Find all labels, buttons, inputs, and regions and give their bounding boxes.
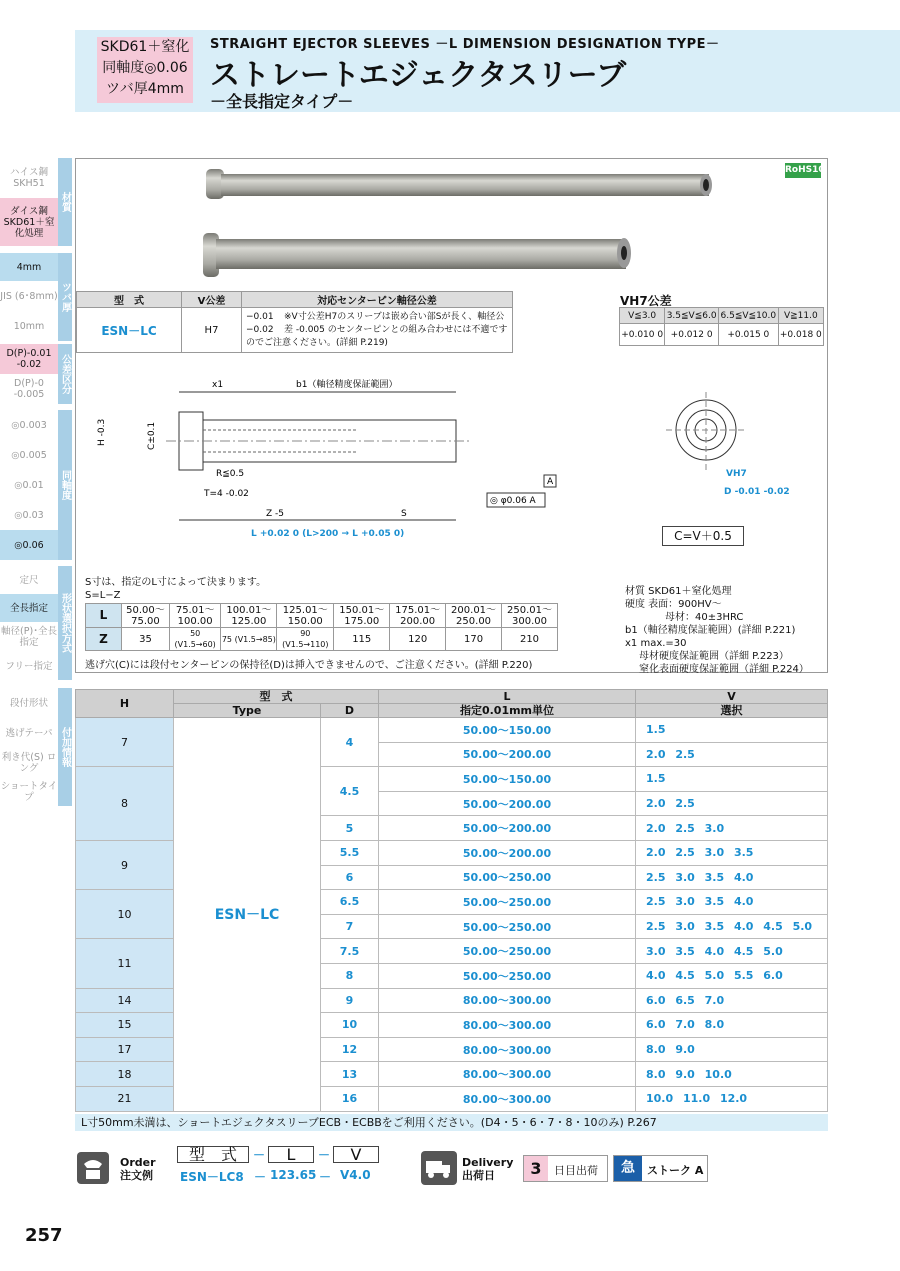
cell-v: 1.5 (636, 767, 828, 792)
cell-type: ESN－LC (174, 718, 321, 1112)
sidebar-item-stepped[interactable]: 段付形状 (9, 697, 48, 709)
cell-v: 2.0 2.5 3.0 (636, 816, 828, 841)
sidebar-item-dp-001[interactable]: D(P)-0.01 -0.02 (0, 344, 58, 374)
sidebar-item-4mm[interactable]: 4mm (0, 253, 58, 281)
cell-l: 50.00〜200.00 (379, 791, 636, 816)
s-table-l-label: L (86, 604, 122, 628)
vtol-v2: +0.015 0 (718, 324, 778, 346)
s-table-l-3: 125.01〜 150.00 (277, 604, 334, 628)
stroke-label: ストーク A (647, 1164, 704, 1177)
material-notes (625, 585, 809, 676)
order-value-v: V4.0 (340, 1168, 371, 1182)
dim-b1: b1（軸径精度保証範囲） (296, 380, 398, 390)
order-header-v: V (333, 1146, 379, 1163)
product-photo (76, 159, 827, 284)
order-value-l: 123.65 (270, 1168, 317, 1182)
dim-d: D -0.01 -0.02 (724, 487, 790, 497)
sidebar-tab-flange: ツバ厚 (58, 253, 72, 341)
order-header-l: L (268, 1146, 314, 1163)
dim-t: T=4 -0.02 (204, 489, 249, 499)
cell-v: 6.0 6.5 7.0 (636, 988, 828, 1013)
cell-l: 50.00〜250.00 (379, 890, 636, 915)
cell-l: 80.00〜300.00 (379, 1062, 636, 1087)
cell-l: 50.00〜250.00 (379, 865, 636, 890)
cell-d: 4 (321, 718, 379, 767)
dim-z: Z -5 (266, 509, 284, 519)
cell-d: 5 (321, 816, 379, 841)
spec-vtol: H7 (182, 308, 242, 353)
s-table-z-0: 35 (122, 628, 170, 651)
sidebar-tab-tolerance: 公差区分 (58, 344, 72, 404)
cell-d: 9 (321, 988, 379, 1013)
mat-note-1: 硬度 表面：900HV〜 (625, 599, 722, 610)
cell-d: 6 (321, 865, 379, 890)
cell-h: 9 (76, 840, 174, 889)
mat-note-0: 材質 SKD61＋窒化処理 (625, 586, 732, 597)
sleeve-illustration (76, 159, 827, 284)
order-header-type: 型 式 (177, 1146, 249, 1163)
vtol-table (619, 307, 824, 346)
page-title: ストレートエジェクタスリーブ (210, 58, 627, 93)
cell-h: 8 (76, 767, 174, 841)
cell-l: 50.00〜150.00 (379, 718, 636, 743)
page-number: 257 (25, 1225, 63, 1246)
col-v: V (636, 690, 828, 704)
cell-v: 3.0 3.5 4.0 4.5 5.0 (636, 939, 828, 964)
delivery-label-jp: 出荷日 (462, 1169, 495, 1182)
s-table (85, 603, 558, 651)
cell-v: 6.0 7.0 8.0 (636, 1013, 828, 1038)
order-dash-2: － (318, 1148, 331, 1162)
cell-v: 8.0 9.0 10.0 (636, 1062, 828, 1087)
sidebar-item-coax-001[interactable]: ◎0.01 (14, 479, 44, 491)
sidebar-item-coax-003[interactable]: ◎0.03 (14, 509, 44, 521)
sidebar-item-10mm[interactable]: 10mm (13, 320, 45, 332)
vtol-title: VH7公差 (620, 294, 672, 308)
cell-h: 10 (76, 890, 174, 939)
cell-v: 10.0 11.0 12.0 (636, 1086, 828, 1111)
s-table-z-5: 120 (390, 628, 446, 651)
cell-v: 1.5 (636, 718, 828, 743)
vtol-h1: 3.5≦V≦6.0 (665, 308, 719, 324)
spec-header-type: 型 式 (77, 292, 182, 308)
vtol-v3: +0.018 0 (778, 324, 823, 346)
dim-r: R≦0.5 (216, 469, 245, 479)
cell-v: 2.5 3.0 3.5 4.0 (636, 890, 828, 915)
cell-v: 2.0 2.5 (636, 742, 828, 767)
phone-icon (75, 1150, 111, 1186)
s-table-l-6: 200.01〜 250.00 (446, 604, 502, 628)
col-h: H (76, 690, 174, 718)
delivery-label-en: Delivery (462, 1156, 514, 1169)
sidebar-item-coax-0005[interactable]: ◎0.005 (11, 449, 47, 461)
order-label-jp: 注文例 (120, 1169, 153, 1182)
s-table-l-5: 175.01〜 200.00 (390, 604, 446, 628)
sidebar-item-long[interactable]: 利き代(S) ロング (1, 752, 57, 774)
s-table-l-4: 150.01〜 175.00 (334, 604, 390, 628)
spec-header-vtol: V公差 (182, 292, 242, 308)
s-table-l-2: 100.01〜 125.00 (221, 604, 277, 628)
dim-c: C±0.1 (147, 421, 157, 450)
col-d: D (321, 704, 379, 718)
cell-d: 4.5 (321, 767, 379, 816)
dim-h: H -0.3 (97, 418, 107, 446)
order-label-en: Order (120, 1156, 156, 1169)
cell-l: 80.00〜300.00 (379, 1013, 636, 1038)
mat-note-5: 母材硬度保証範囲（詳細 P.223） (639, 651, 789, 662)
cell-h: 15 (76, 1013, 174, 1038)
cell-d: 13 (321, 1062, 379, 1087)
spec-note-cell (242, 308, 513, 353)
badge-line-3: ツバ厚4mm (106, 81, 184, 97)
sidebar-tab-material: 材質 (58, 158, 72, 246)
vtol-h3: V≧11.0 (778, 308, 823, 324)
cell-d: 12 (321, 1037, 379, 1062)
cell-d: 8 (321, 963, 379, 988)
order-dash-1: － (253, 1148, 266, 1162)
sidebar-item-full-length[interactable]: 全長指定 (0, 594, 58, 622)
sidebar-tab-shape: 形状選択方式 (58, 566, 72, 680)
dim-s: S (401, 509, 407, 519)
c-equation: C=V＋0.5 (662, 526, 744, 546)
order-dash-3: － (254, 1170, 267, 1184)
s-table-z-1: 50 (V1.5→60) (169, 628, 221, 651)
cell-h: 14 (76, 988, 174, 1013)
s-note-line-2: S=L−Z (85, 590, 121, 601)
sidebar-item-dp-0005[interactable]: D(P)-0 -0.005 (13, 378, 45, 400)
sidebar-item-pin-length[interactable]: 軸径(P)･全長指定 (1, 626, 57, 648)
s-table-z-3: 90 (V1.5→110) (277, 628, 334, 651)
cell-d: 7 (321, 914, 379, 939)
cell-l: 50.00〜200.00 (379, 840, 636, 865)
sidebar-item-coax-0003[interactable]: ◎0.003 (11, 419, 47, 431)
spec-note: ※V寸公差H7のスリーブは嵌め合い部Sが長く、軸径公差 -0.005 のセンターピンとの組み合わせには不適ですのでご注意ください。(詳細 P.219) (246, 311, 508, 348)
stroke-box (613, 1155, 708, 1182)
table-row (76, 718, 828, 743)
express-icon: 急 (614, 1156, 642, 1181)
cell-h: 11 (76, 939, 174, 988)
mat-note-6: 窒化表面硬度保証範囲（詳細 P.224） (639, 664, 809, 675)
sidebar-item-short[interactable]: ショートタイプ (0, 781, 58, 803)
cell-d: 6.5 (321, 890, 379, 915)
sidebar-tab-coaxiality: 同軸度 (58, 410, 72, 560)
cell-h: 7 (76, 718, 174, 767)
cell-h: 18 (76, 1062, 174, 1087)
s-table-z-2: 75 (V1.5→85) (221, 628, 277, 651)
sidebar-item-skd61[interactable]: ダイス鋼 SKD61＋窒化処理 (0, 198, 58, 246)
dim-a: A (547, 477, 554, 487)
col-v-sub: 選択 (636, 704, 828, 718)
delivery-days: 3 (524, 1156, 548, 1181)
rohs-badge: RoHS10 (785, 163, 821, 178)
dim-coax: ◎ φ0.06 A (490, 496, 536, 506)
sidebar-item-jis[interactable]: JIS (6･8mm) (0, 290, 58, 302)
subtitle-en: STRAIGHT EJECTOR SLEEVES －L DIMENSION DESIGNATION TYPE－ (210, 37, 720, 52)
col-l-sub: 指定0.01mm単位 (379, 704, 636, 718)
delivery-days-box (523, 1155, 608, 1182)
escape-note: 逃げ穴(C)には段付センターピンの保持径(D)は挿入できませんので、ご注意ください。(詳細 P.220) (85, 660, 533, 671)
cell-v: 2.0 2.5 3.0 3.5 (636, 840, 828, 865)
dim-l: L +0.02 0 (L>200 → L +0.05 0) (251, 529, 405, 539)
col-type-jp: 型 式 (174, 690, 379, 704)
sidebar-item-skh51[interactable]: ハイス鋼 SKH51 (10, 167, 48, 189)
dim-vh7: VH7 (726, 469, 747, 479)
order-dash-4: － (319, 1170, 332, 1184)
sidebar-item-coax-006[interactable]: ◎0.06 (0, 530, 58, 560)
sidebar-tab-additional: 付加情報 (58, 688, 72, 806)
sidebar-item-taper[interactable]: 逃げテーパ (5, 727, 53, 739)
col-l: L (379, 690, 636, 704)
mat-note-2: 母材：40±3HRC (665, 612, 744, 623)
s-note-line-1: S寸は、指定のL寸によって決まります。 (85, 577, 267, 588)
cell-l: 50.00〜200.00 (379, 816, 636, 841)
spec-table (76, 291, 513, 353)
spec-header-pintol: 対応センターピン軸径公差 (242, 292, 513, 308)
s-note (85, 576, 266, 602)
bottom-note: L寸50mm未満は、ショートエジェクタスリーブECB・ECBBをご利用ください。(D4・5・6・7・8・10のみ) P.267 (75, 1114, 828, 1131)
badge-line-1: SKD61＋窒化 (100, 39, 190, 55)
cell-d: 7.5 (321, 939, 379, 964)
page-subtitle: －全長指定タイプ－ (210, 92, 354, 111)
delivery-days-label: 日目出荷 (554, 1164, 598, 1177)
vtol-h0: V≦3.0 (620, 308, 665, 324)
s-table-z-4: 115 (334, 628, 390, 651)
truck-icon (420, 1150, 458, 1186)
cell-l: 80.00〜300.00 (379, 1086, 636, 1111)
cell-l: 50.00〜250.00 (379, 939, 636, 964)
cell-v: 2.5 3.0 3.5 4.0 4.5 5.0 (636, 914, 828, 939)
col-type-en: Type (174, 704, 321, 718)
s-table-l-1: 75.01〜 100.00 (169, 604, 221, 628)
cell-v: 4.0 4.5 5.0 5.5 6.0 (636, 963, 828, 988)
s-table-l-7: 250.01〜 300.00 (502, 604, 558, 628)
cell-v: 8.0 9.0 (636, 1037, 828, 1062)
cell-l: 50.00〜200.00 (379, 742, 636, 767)
spec-pintol: −0.01 −0.02 (246, 311, 274, 335)
sidebar-item-free[interactable]: フリー指定 (5, 660, 53, 672)
badge-line-2: 同軸度◎0.06 (102, 60, 188, 76)
material-badge (97, 37, 193, 103)
cell-d: 5.5 (321, 840, 379, 865)
dim-x1: x1 (212, 380, 224, 390)
vtol-v1: +0.012 0 (665, 324, 719, 346)
s-table-z-6: 170 (446, 628, 502, 651)
cell-l: 50.00〜250.00 (379, 963, 636, 988)
dimension-table (75, 689, 828, 1112)
cell-d: 16 (321, 1086, 379, 1111)
mat-note-3: b1（軸径精度保証範囲）(詳細 P.221) (625, 625, 796, 636)
cell-l: 80.00〜300.00 (379, 988, 636, 1013)
cell-l: 50.00〜150.00 (379, 767, 636, 792)
dimension-table-body (76, 718, 828, 1112)
cell-l: 80.00〜300.00 (379, 1037, 636, 1062)
cell-d: 10 (321, 1013, 379, 1038)
cell-h: 21 (76, 1086, 174, 1111)
spec-type: ESN－LC (77, 308, 182, 353)
s-table-l-0: 50.00〜 75.00 (122, 604, 170, 628)
cell-h: 17 (76, 1037, 174, 1062)
order-value-type: ESN－LC8 (180, 1170, 244, 1184)
cell-v: 2.0 2.5 (636, 791, 828, 816)
sidebar-item-fixed-length[interactable]: 定尺 (19, 574, 39, 586)
s-table-z-label: Z (86, 628, 122, 651)
s-table-z-7: 210 (502, 628, 558, 651)
delivery-label (462, 1156, 513, 1182)
vtol-v0: +0.010 0 (620, 324, 665, 346)
vtol-h2: 6.5≦V≦10.0 (718, 308, 778, 324)
order-label (120, 1156, 156, 1182)
mat-note-4: x1 max.=30 (625, 638, 687, 649)
cell-v: 2.5 3.0 3.5 4.0 (636, 865, 828, 890)
cell-l: 50.00〜250.00 (379, 914, 636, 939)
